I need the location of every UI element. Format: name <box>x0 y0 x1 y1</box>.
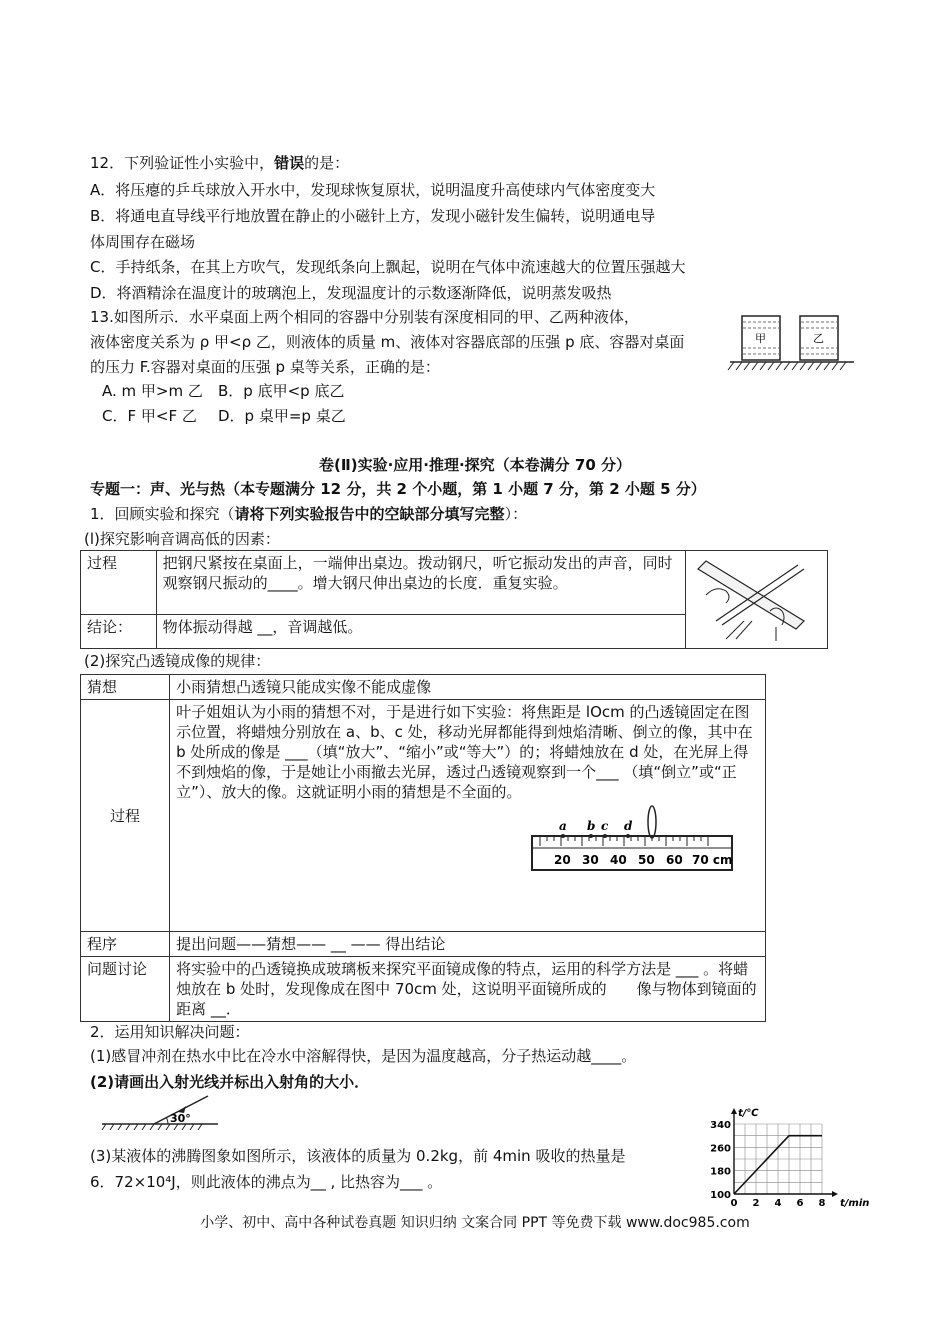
chart-x-tick-label: 0 <box>730 1198 738 1209</box>
ruler-tick-30: 30 <box>582 853 599 867</box>
q2-part1: (1)感冒冲剂在热水中比在冷水中溶解得快，是因为温度越高，分子热运动越____。 <box>90 1047 637 1065</box>
q12-option-b: B．将通电直导线平行地放置在静止的小磁针上方，发现小磁针发生偏转，说明通电导 <box>90 207 656 225</box>
t2-discuss-text: 将实验中的凸透镜换成玻璃板来探究平面镜成像的特点，运用的科学方法是 ___ 。将蜡烛放在 b 处时，发现像成在图中 70cm 处，这说明平面镜所成的 像与物体到镜面的距离 __． <box>170 957 766 1022</box>
ruler-letter-d: d <box>624 819 633 833</box>
t2-process-cell <box>170 700 766 932</box>
t2-discuss-label: 问题讨论 <box>81 957 170 1022</box>
ruler-tick-20: 20 <box>554 853 571 867</box>
ruler-letter-b: b <box>587 819 596 833</box>
t2-program-text: 提出问题——猜想—— __ —— 得出结论 <box>170 932 766 957</box>
steel-ruler-illustration <box>686 551 826 643</box>
q12-option-b-cont: 体周围存在磁场 <box>90 233 196 251</box>
t1-process-label: 过程 <box>81 551 157 615</box>
q2-intro: 2．运用知识解决问题： <box>90 1023 250 1041</box>
chart-y-arrow <box>731 1108 737 1114</box>
q1-intro: 1．回顾实验和探究（请将下列实验报告中的空缺部分填写完整）： <box>90 505 528 523</box>
t1-conclusion-label: 结论： <box>81 614 157 648</box>
q2-part2: (2)请画出入射光线并标出入射角的大小． <box>90 1073 370 1091</box>
footer-text: 小学、初中、高中各种试卷真题 知识归纳 文案合同 PPT 等免费下载 www.doc985.com <box>200 1215 750 1231</box>
container-label-left: 甲 <box>755 332 766 345</box>
chart-x-tick-label: 8 <box>818 1198 826 1209</box>
q2-part3-line2: 6．72×10⁴J，则此液体的沸点为__ , 比热容为___ 。 <box>90 1173 443 1191</box>
q13-line3: 的压力 F.容器对桌面的压强 p 桌等关系，正确的是： <box>90 358 440 376</box>
chart-x-tick-label: 4 <box>774 1198 782 1209</box>
t1-conclusion-text: 物体振动得越 __，音调越低。 <box>156 614 685 648</box>
boiling-curve-chart <box>700 1098 870 1212</box>
ruler-letter-a: a <box>559 819 567 833</box>
chart-y-tick-label: 340 <box>710 1120 731 1131</box>
chart-y-tick-label: 100 <box>710 1190 731 1201</box>
t2-guess-text: 小雨猜想凸透镜只能成实像不能成虚像 <box>170 675 766 700</box>
t1-process-text: 把钢尺紧按在桌面上，一端伸出桌边。拨动钢尺，听它振动发出的声音，同时观察钢尺振动的____。增大钢尺伸出桌边的长度．重复实验。 <box>156 551 685 615</box>
chart-x-tick-label: 2 <box>752 1198 760 1209</box>
q13-line1: 13.如图所示．水平桌面上两个相同的容器中分别装有深度相同的甲、乙两种液体， <box>90 308 639 326</box>
chart-x-label: t/min <box>840 1198 870 1209</box>
ruler-tick-70: 70 cm <box>692 853 733 867</box>
angle-label: 30° <box>170 1112 191 1125</box>
q12-option-d: D．将酒精涂在温度计的玻璃泡上，发现温度计的示数逐渐降低，说明蒸发吸热 <box>90 284 612 302</box>
q1-part2-title: (2)探究凸透镜成像的规律： <box>84 652 271 670</box>
section-title: 卷(Ⅱ)实验·应用·推理·探究（本卷满分 70 分） <box>318 456 631 474</box>
t2-guess-label: 猜想 <box>81 675 170 700</box>
q1-part1-title: (l)探究影响音调高低的因素： <box>84 530 280 548</box>
t2-process-text: 叶子姐姐认为小雨的猜想不对，于是进行如下实验：将焦距是 lOcm 的凸透镜固定在图示位置，将蜡烛分别放在 a、b、c 处，移动光屏都能得到烛焰清晰、倒立的像，其中在 b 处所成的像是 ___（填“放大”、“缩小”或“等大”）的；将蜡烛放在 d 处，在光屏上得不到烛焰的像，于是她让小雨撤去光屏，透过凸透镜观察到一个___ （填“倒立”或“正立”）、放大的像。这就证明小雨的猜想是不全面的。 <box>176 703 753 801</box>
q13-line2: 液体密度关系为 ρ 甲<ρ 乙，则液体的质量 m、液体对容器底部的压强 p 底、容器对桌面 <box>90 333 685 351</box>
mirror-ray-figure <box>98 1094 228 1130</box>
ruler-tick-40: 40 <box>610 853 627 867</box>
optical-bench-ruler <box>530 810 740 876</box>
chart-y-tick-label: 260 <box>710 1143 731 1155</box>
convex-lens-shape <box>648 806 656 838</box>
lens-experiment-table <box>80 674 766 1022</box>
pitch-experiment-table <box>80 550 828 649</box>
chart-x-tick-label: 6 <box>796 1198 804 1209</box>
containers-figure <box>728 300 856 372</box>
q13-option-d: D．p 桌甲=p 桌乙 <box>218 407 346 425</box>
t2-process-label: 过程 <box>81 700 170 932</box>
chart-x-arrow <box>832 1191 838 1197</box>
q13-option-a: A. m 甲>m 乙 <box>102 382 203 400</box>
q12-option-a: A．将压瘪的乒乓球放入开水中，发现球恢复原状，说明温度升高使球内气体密度变大 <box>90 181 656 199</box>
ruler-tick-60: 60 <box>666 853 683 867</box>
ruler-illustration-cell <box>685 551 827 649</box>
q12-option-c: C．手持纸条，在其上方吹气，发现纸条向上飘起，说明在气体中流速越大的位置压强越大 <box>90 258 686 276</box>
chart-y-tick-label: 180 <box>710 1166 731 1178</box>
topic-one-heading: 专题一：声、光与热（本专题满分 12 分，共 2 个小题，第 1 小题 7 分，第 2 小题 5 分） <box>90 480 706 498</box>
q2-part3-line1: (3)某液体的沸腾图象如图所示，该液体的质量为 0.2kg，前 4min 吸收的热量是 <box>90 1147 626 1165</box>
container-label-right: 乙 <box>813 332 824 345</box>
q12-stem: 12．下列验证性小实验中，错误的是： <box>90 154 350 172</box>
q13-option-b: B．p 底甲<p 底乙 <box>218 382 345 400</box>
q13-option-c: C．F 甲<F 乙 <box>102 407 197 425</box>
t2-program-label: 程序 <box>81 932 170 957</box>
ruler-tick-50: 50 <box>638 853 655 867</box>
chart-y-label: t/℃ <box>738 1108 759 1119</box>
ruler-letter-c: c <box>601 819 609 833</box>
